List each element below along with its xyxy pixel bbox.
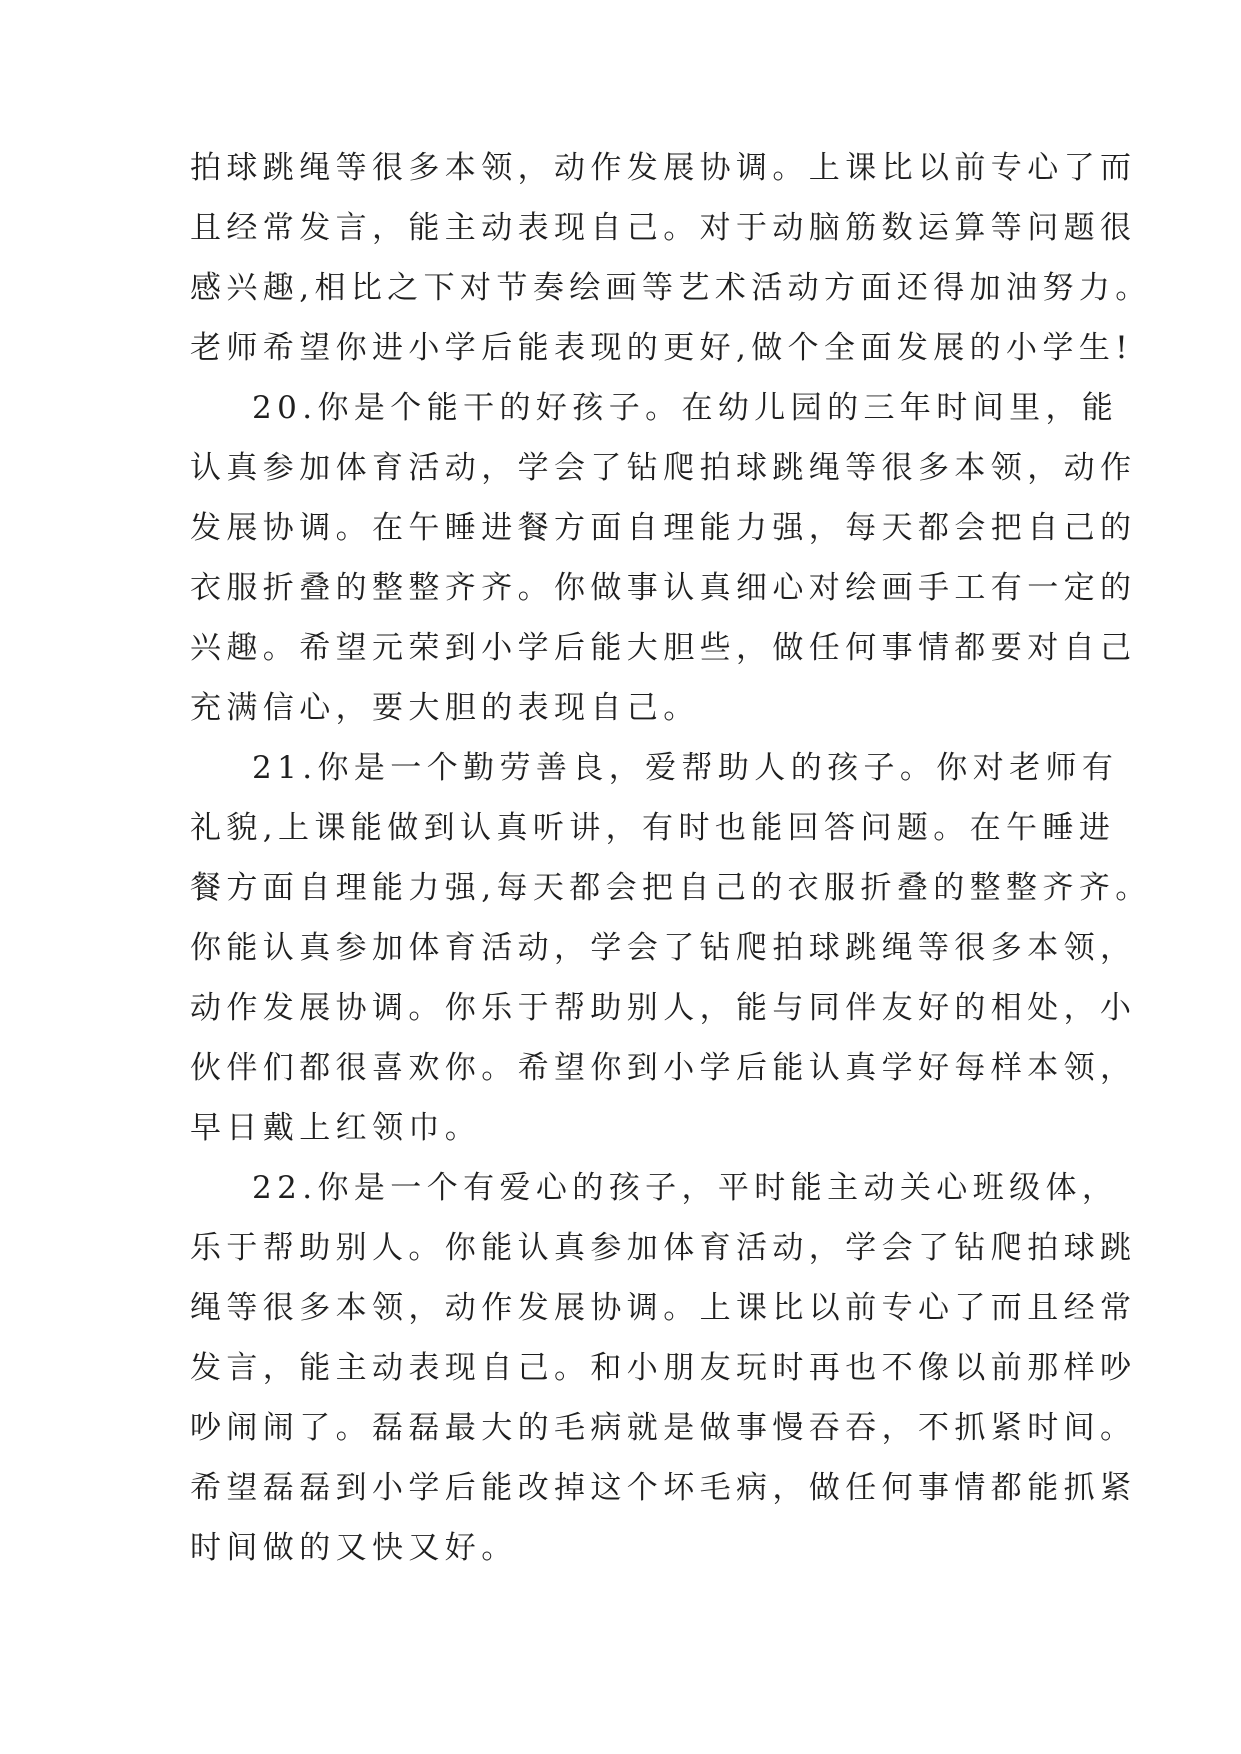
text-line: 早日戴上红领巾。 [190,1110,482,1146]
text-line: 感兴趣,相比之下对节奏绘画等艺术活动方面还得加油努力。 [190,270,1152,306]
text-line: 时间做的又快又好。 [190,1530,518,1566]
text-line: 希望磊磊到小学后能改掉这个坏毛病，做任何事情都能抓紧 [190,1470,1137,1506]
text-line: 礼貌,上课能做到认真听讲，有时也能回答问题。在午睡进 [190,810,1116,846]
text-line: 吵闹闹了。磊磊最大的毛病就是做事慢吞吞，不抓紧时间。 [190,1410,1137,1446]
text-line: 发言，能主动表现自己。和小朋友玩时再也不像以前那样吵 [190,1350,1137,1386]
text-line: 充满信心，要大胆的表现自己。 [190,690,700,726]
text-line: 发展协调。在午睡进餐方面自理能力强，每天都会把自己的 [190,510,1137,546]
text-line: 衣服折叠的整整齐齐。你做事认真细心对绘画手工有一定的 [190,570,1137,606]
text-line: 你能认真参加体育活动，学会了钻爬拍球跳绳等很多本领， [190,930,1137,966]
paragraph-22-start: 22.你是一个有爱心的孩子，平时能主动关心班级体， [252,1170,1119,1206]
text-line: 动作发展协调。你乐于帮助别人，能与同伴友好的相处，小 [190,990,1137,1026]
text-line: 拍球跳绳等很多本领，动作发展协调。上课比以前专心了而 [190,150,1137,186]
text-line: 老师希望你进小学后能表现的更好,做个全面发展的小学生! [190,330,1134,366]
paragraph-20-start: 20.你是个能干的好孩子。在幼儿园的三年时间里，能 [252,390,1119,426]
text-line: 乐于帮助别人。你能认真参加体育活动，学会了钻爬拍球跳 [190,1230,1137,1266]
text-line: 绳等很多本领，动作发展协调。上课比以前专心了而且经常 [190,1290,1137,1326]
text-line: 兴趣。希望元荣到小学后能大胆些，做任何事情都要对自己 [190,630,1137,666]
text-line: 伙伴们都很喜欢你。希望你到小学后能认真学好每样本领， [190,1050,1137,1086]
text-line: 且经常发言，能主动表现自己。对于动脑筋数运算等问题很 [190,210,1137,246]
text-line: 餐方面自理能力强,每天都会把自己的衣服折叠的整整齐齐。 [190,870,1152,906]
paragraph-21-start: 21.你是一个勤劳善良，爱帮助人的孩子。你对老师有 [252,750,1119,786]
text-line: 认真参加体育活动，学会了钻爬拍球跳绳等很多本领，动作 [190,450,1137,486]
